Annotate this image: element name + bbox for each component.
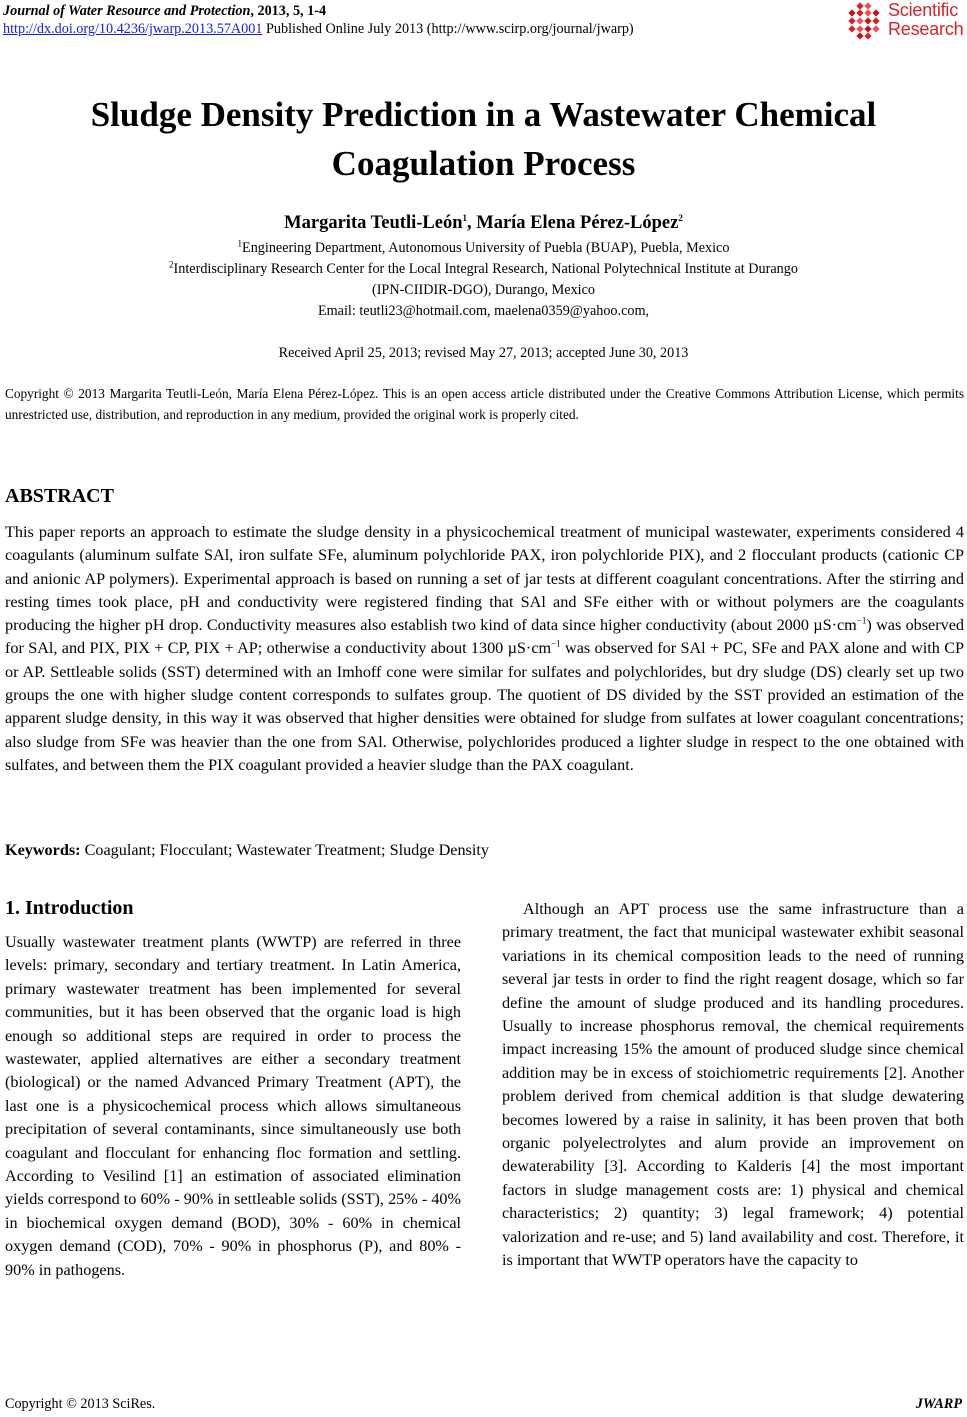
section-heading-introduction: 1. Introduction — [5, 897, 134, 919]
abstract-part-3: was observed for SAl + PC, SFe and PAX alone and with CP or AP. Settleable solids (SST) determined with an Imhoff cone were similar for sulfates and polychlorides, but dry sludge (DS) clearly set up two groups the one with higher sludge content corresponds to sulfates group. The quotient of DS divided by the SST provided an estimation of the apparent sludge density, in this way it was observed that higher densities were obtained for sludge from sulfates at lower coagulant concentrations; also sludge from SFe was heavier than the one from SAl. Otherwise, polychlorides produced a lighter sludge in respect to the one obtained with sulfates, and between them the PIX coagulant provided a heavier sludge than the PAX coagulant. — [5, 639, 964, 774]
affiliation-2-text: Interdisciplinary Research Center for the Local Integral Research, National Polytechnical Institute at Durango — [173, 261, 798, 277]
footer-journal-abbrev: JWARP — [915, 1396, 962, 1412]
logo-mark-icon — [846, 1, 886, 41]
journal-name: Journal of Water Resource and Protection — [3, 3, 251, 19]
abstract-part-2: ) was observed for SAl, and PIX, PIX + CP, PIX + AP; otherwise a conductivity about 1300 µS·cm — [5, 616, 964, 658]
authors — [0, 211, 967, 235]
author-1-affil: 1 — [462, 212, 467, 223]
logo-line-2: Research — [888, 19, 964, 39]
affiliation-2 — [0, 259, 967, 280]
affiliation-1-mark: 1 — [237, 238, 243, 249]
footer-copyright: Copyright © 2013 SciRes. — [5, 1396, 156, 1412]
abstract-sup-1: −1 — [856, 615, 867, 626]
published-info: Published Online July 2013 (http://www.scirp.org/journal/jwarp) — [262, 21, 634, 37]
received-dates: Received April 25, 2013; revised May 27, 2013; accepted June 30, 2013 — [278, 345, 689, 361]
copyright-notice: Copyright © 2013 Margarita Teutli-León, María Elena Pérez-López. This is an open access article distributed under the Creative Commons Attribution License, which permits unrestricted use, distribution, and reproduction in any medium, provided the original work is properly cited. — [5, 386, 964, 422]
publication-line — [3, 20, 634, 38]
author-1: Margarita Teutli-León — [284, 213, 463, 233]
author-2-affil: 2 — [678, 212, 683, 223]
intro-right-column: Although an APT process use the same infrastructure than a primary treatment, the fact that municipal wastewater exhibit seasonal variations in its chemical composition leads to the need of running several jar tests in order to find the right reagent dosage, which so far define the amount of sludge produced and its handling procedures. Usually to increase phosphorus removal, the chemical requirements impact increasing 15% the amount of produced sludge since chemical addition may be in excess of stoichiometric requirements [2]. Another problem derived from chemical addition is that sludge dewatering becomes lowered by a raise in salinity, it has been proven that both organic polyelectrolytes and alum provide an improvement on dewaterability [3]. According to Kalderis [4] the most important factors in sludge management costs are: 1) physical and chemical characteristics; 2) quantity; 3) legal framework; 4) potential valorization and re-use; and 5) land availability and cost. Therefore, it is important that WWTP operators have the capacity to — [502, 900, 964, 1270]
scientific-research-logo — [846, 1, 967, 41]
intro-left-column: Usually wastewater treatment plants (WWTP) are referred in three levels: primary, secondary and tertiary treatment. In Latin America, primary wastewater treatment has been implemented for several communities, but it has been observed that the organic load is high enough so additional steps are required in order to process the wastewater, applied alternatives are either a secondary treatment (biological) or the named Advanced Primary Treatment (APT), the last one is a physicochemical process which allows simultaneous precipitation of several contaminants, since simultaneously use both coagulant and flocculant for enhancing floc formation and settling. According to Vesilind [1] an estimation of associated elimination yields correspond to 60% - 90% in settleable solids (SST), 25% - 40% in biochemical oxygen demand (BOD), 30% - 60% in chemical oxygen demand (COD), 70% - 90% in phosphorus (P), and 80% - 90% in pathogens. — [5, 933, 461, 1279]
abstract-heading: ABSTRACT — [5, 485, 114, 507]
journal-volume: , 2013, 5, 1-4 — [250, 3, 327, 19]
keywords — [5, 839, 489, 861]
logo-text — [888, 1, 963, 39]
keywords-label: Keywords: — [5, 841, 81, 859]
affiliation-1 — [0, 238, 967, 259]
affiliation-2-mark: 2 — [169, 259, 174, 270]
keywords-text: Coagulant; Flocculant; Wastewater Treatment; Sludge Density — [80, 841, 489, 859]
paper-title: Sludge Density Prediction in a Wastewater Chemical Coagulation Process — [90, 95, 877, 183]
journal-citation — [3, 2, 326, 20]
affiliation-1-text: Engineering Department, Autonomous University of Puebla (BUAP), Puebla, Mexico — [242, 240, 730, 256]
author-2: María Elena Pérez-López — [476, 213, 679, 233]
author-separator: , — [466, 213, 477, 233]
author-emails: Email: teutli23@hotmail.com, maelena0359@yahoo.com, — [317, 303, 650, 319]
doi-link[interactable]: http://dx.doi.org/10.4236/jwarp.2013.57A001 — [3, 21, 263, 37]
abstract-part-1: This paper reports an approach to estimate the sludge density in a physicochemical treatment of municipal wastewater, experiments considered 4 coagulants (aluminum sulfate SAl, iron sulfate SFe, aluminum polychloride PAX, iron polychloride PIX), and 2 flocculant products (cationic CP and anionic AP polymers). Experimental approach is based on running a set of jar tests at different coagulant concentrations. After the stirring and resting times took place, pH and conductivity were registered finding that SAl and SFe either with or without polymers are the coagulants producing the higher pH drop. Conductivity measures also establish two kind of data since higher conductivity (about 2000 µS·cm — [5, 523, 964, 635]
logo-line-1: Scientific — [888, 0, 959, 20]
affiliation-2-cont: (IPN-CIIDIR-DGO), Durango, Mexico — [371, 282, 595, 298]
abstract-text — [5, 521, 964, 777]
abstract-sup-2: −1 — [551, 639, 561, 650]
